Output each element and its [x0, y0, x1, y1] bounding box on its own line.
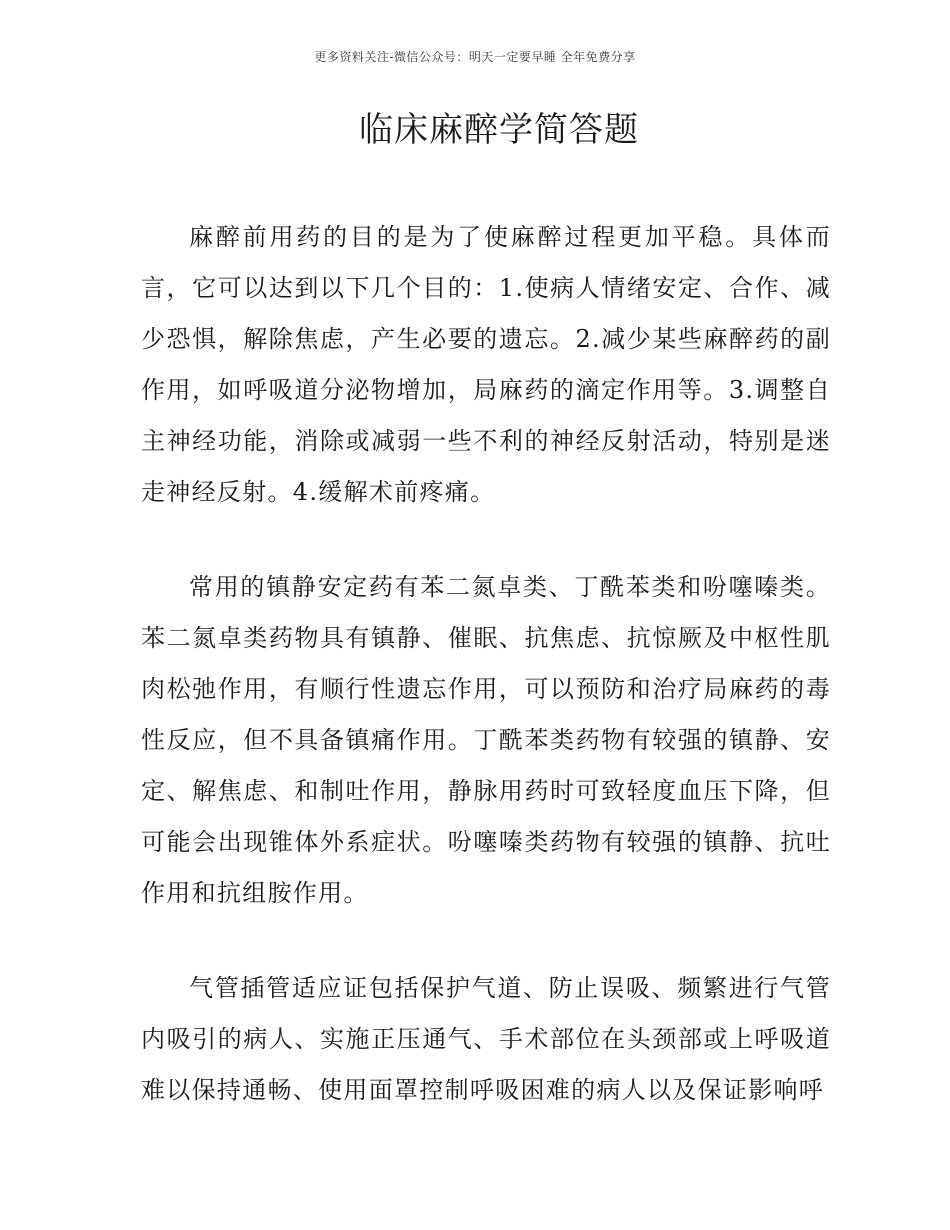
paragraph-sedative-drugs: 常用的镇静安定药有苯二氮卓类、丁酰苯类和吩噻嗪类。苯二氮卓类药物具有镇静、催眠、抗焦虑、抗惊厥及中枢性肌肉松弛作用，有顺行性遗忘作用，可以预防和治疗局麻药的毒性反应，但不具备镇痛作用。丁酰苯类药物有较强的镇静、安定、解焦虑、和制吐作用，静脉用药时可致轻度血压下降，但可能会出现锥体外系症状。吩噻嗪类药物有较强的镇静、抗吐作用和抗组胺作用。 [141, 573, 831, 907]
paragraph-intubation-indications: 气管插管适应证包括保护气道、防止误吸、频繁进行气管内吸引的病人、实施正压通气、手术部位在头颈部或上呼吸道难以保持通畅、使用面罩控制呼吸困难的病人以及保证影响呼 [141, 974, 831, 1104]
header-note: 更多资料关注-微信公众号：明天一定要早睡 全年免费分享 [314, 50, 636, 64]
paragraph-premedication-purpose: 麻醉前用药的目的是为了使麻醉过程更加平稳。具体而言，它可以达到以下几个目的：1.使病人情绪安定、合作、减少恐惧，解除焦虑，产生必要的遗忘。2.减少某些麻醉药的副作用，如呼吸道分泌物增加，局麻药的滴定作用等。3.调整自主神经功能，消除或减弱一些不利的神经反射活动，特别是迷走神经反射。4.缓解术前疼痛。 [141, 223, 831, 506]
page-title: 临床麻醉学简答题 [359, 110, 639, 150]
document-body [141, 212, 831, 1116]
